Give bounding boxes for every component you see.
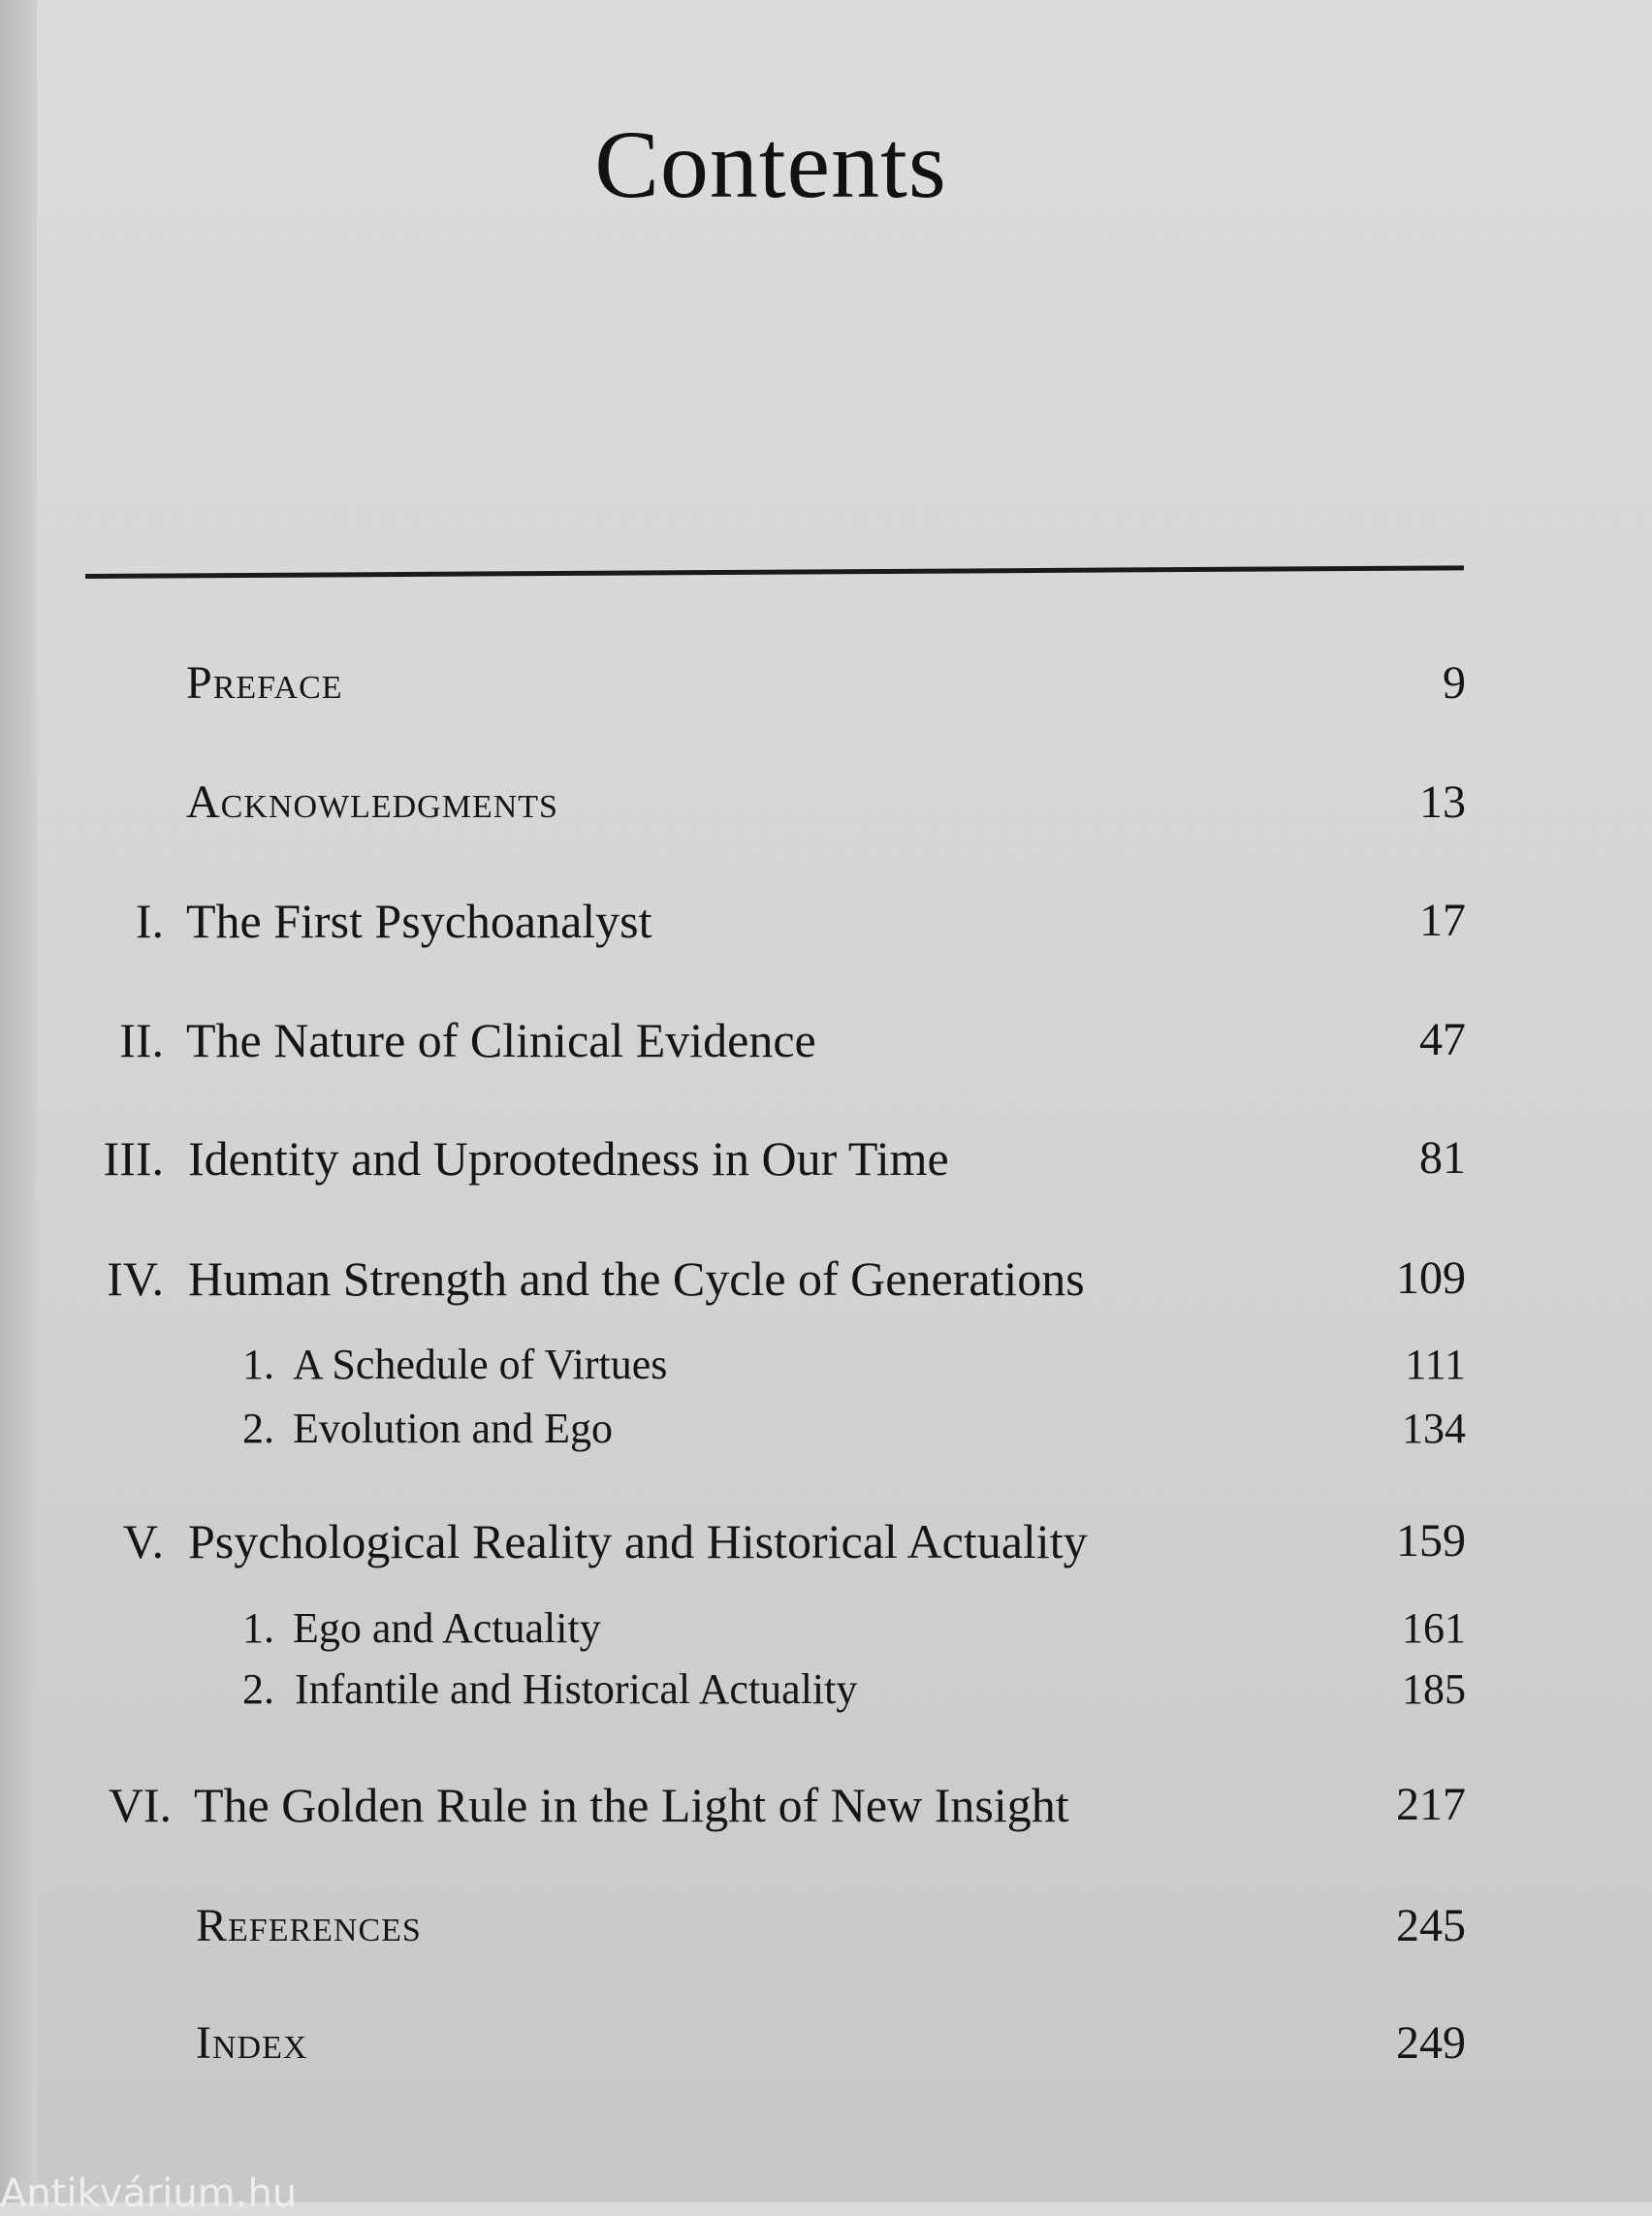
- toc-subentry-page: 111: [1405, 1341, 1466, 1388]
- toc-entry-title: Acknowledgments: [186, 776, 558, 828]
- toc-subentry-page: 134: [1402, 1405, 1466, 1452]
- toc-subentry-title: Evolution and Ego: [293, 1405, 613, 1452]
- toc-entry-preface: [0, 649, 1652, 717]
- watermark: Antikvárium.hu: [0, 2171, 298, 2216]
- toc-subentry-numeral: 1.: [242, 1341, 274, 1388]
- toc-entry-page: 17: [1419, 895, 1466, 946]
- toc-subentry: [0, 1599, 1652, 1658]
- toc-entry-chapter-3: [0, 1124, 1652, 1192]
- toc-subentry: [0, 1400, 1652, 1458]
- toc-entry-numeral: II.: [119, 1013, 164, 1067]
- toc-subentry: [0, 1336, 1652, 1394]
- toc-entry-title: Index: [196, 2017, 308, 2069]
- toc-entry-chapter-5: [0, 1507, 1652, 1575]
- toc-subentry-numeral: 1.: [242, 1604, 274, 1652]
- toc-entry-chapter-4: [0, 1245, 1652, 1313]
- toc-subentry-numeral: 2.: [242, 1405, 274, 1452]
- toc-entry-page: 249: [1396, 2017, 1466, 2069]
- toc-entry-title: Psychological Reality and Historical Actuality: [188, 1514, 1088, 1568]
- toc-entry-page: 9: [1443, 657, 1466, 709]
- toc-entry-chapter-6: [0, 1771, 1652, 1839]
- toc-entry-numeral: V.: [122, 1514, 164, 1568]
- toc-entry-page: 81: [1419, 1132, 1466, 1184]
- toc-subentry-numeral: 2.: [242, 1665, 274, 1713]
- toc-entry-numeral: III.: [103, 1131, 164, 1186]
- toc-entry-index: [0, 2010, 1652, 2077]
- toc-subentry: [0, 1661, 1652, 1719]
- toc-entry-page: 47: [1419, 1014, 1466, 1065]
- toc-entry-title: The Golden Rule in the Light of New Insight: [194, 1778, 1069, 1832]
- toc-subentry-title: A Schedule of Virtues: [293, 1341, 668, 1388]
- toc-entry-chapter-1: [0, 887, 1652, 955]
- toc-subentry-page: 185: [1402, 1665, 1466, 1713]
- toc-entry-acknowledgments: [0, 769, 1652, 837]
- toc-entry-page: 245: [1396, 1900, 1466, 1951]
- toc-entry-page: 159: [1396, 1515, 1466, 1567]
- toc-entry-title: Human Strength and the Cycle of Generations: [188, 1251, 1085, 1306]
- toc-entry-title: The Nature of Clinical Evidence: [186, 1013, 816, 1067]
- page-title: Contents: [594, 111, 947, 218]
- toc-subentry-page: 161: [1402, 1604, 1466, 1652]
- toc-subentry-title: Ego and Actuality: [293, 1604, 601, 1652]
- toc-entry-page: 109: [1396, 1252, 1466, 1304]
- toc-entry-references: [0, 1892, 1652, 1960]
- toc-entry-numeral: IV.: [107, 1251, 164, 1306]
- toc-entry-title: Identity and Uprootedness in Our Time: [188, 1131, 949, 1186]
- toc-entry-numeral: VI.: [108, 1778, 172, 1832]
- toc-entry-title: The First Psychoanalyst: [186, 894, 652, 948]
- toc-subentry-title: Infantile and Historical Actuality: [295, 1665, 858, 1713]
- toc-entry-title: References: [196, 1900, 422, 1951]
- toc-entry-title: Preface: [186, 657, 343, 709]
- toc-entry-chapter-2: [0, 1006, 1652, 1074]
- toc-entry-page: 13: [1419, 776, 1466, 828]
- toc-entry-page: 217: [1396, 1779, 1466, 1830]
- toc-entry-numeral: I.: [135, 894, 164, 948]
